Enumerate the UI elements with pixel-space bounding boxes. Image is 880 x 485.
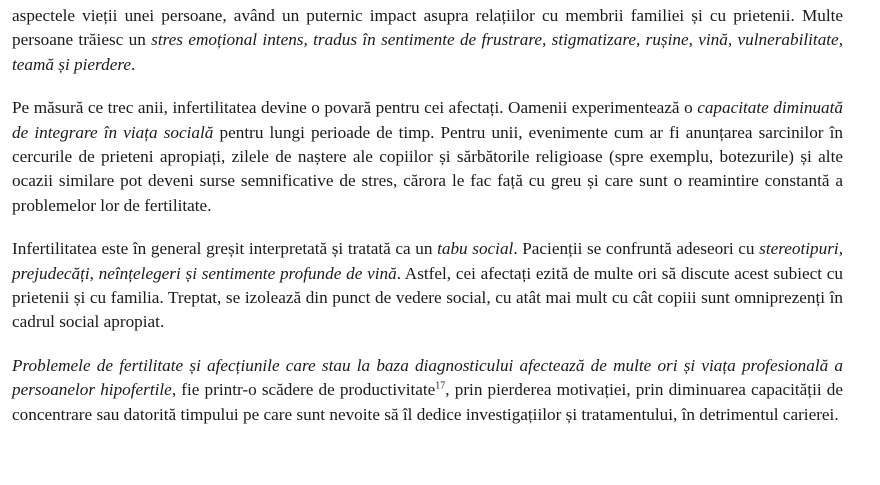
paragraph-3-italic-a: tabu social	[437, 239, 514, 259]
paragraph-2-text-b: pentru lungi perioade de timp. Pentru unii, evenimente cum ar fi anunțarea sarcinilor în cercurile de prieteni apropiați, zilele de naștere ale copiilor și sărbătorile religioase (spre exemplu, botezurile) și alte ocazii similare pot deveni surse semnificative de stres, cărora le fac față cu greu și care sunt o reamintire constantă a problemelor lor de fertilitate.	[12, 122, 844, 215]
paragraph-3	[12, 237, 843, 335]
paragraph-2	[12, 96, 843, 218]
paragraph-2-text-a: Pe măsură ce trec anii, infertilitatea devine o povară pentru cei afectați. Oamenii experimentează o	[12, 98, 698, 118]
paragraph-1-text-b: .	[131, 54, 136, 74]
paragraph-3-text-c: . Astfel, cei afectați ezită de multe ori să discute acest subiect cu prietenii și cu familia. Treptat, se izolează din punct de vedere social, cu atât mai mult cu cât copiii sunt omniprezenți în cadrul social apropiat.	[12, 263, 843, 332]
footnote-reference[interactable]: 17	[435, 380, 446, 392]
paragraph-1	[12, 4, 843, 77]
paragraph-3-text-a: Infertilitatea este în general greșit interpretată și tratată ca un	[12, 239, 438, 259]
document-page	[12, 0, 843, 446]
paragraph-1-italic: stres emoțional intens, tradus în sentimente de frustrare, stigmatizare, rușine, vină, vulnerabilitate, teamă și pierdere	[12, 30, 843, 74]
paragraph-4	[12, 354, 843, 427]
paragraph-4-italic: Problemele de fertilitate și afecțiunile care stau la baza diagnosticului afectează de multe ori și viața profesională a persoanelor hipofertile	[12, 355, 843, 400]
paragraph-4-text-a: , fie printr-o scădere de productivitate	[171, 380, 436, 400]
paragraph-3-text-b: . Pacienții se confruntă adeseori cu	[513, 239, 760, 259]
paragraph-3-italic-b: stereotipuri, prejudecăți, neînțelegeri și sentimente profunde de vină	[12, 239, 843, 283]
paragraph-1-text-a: aspectele vieții unei persoane, având un puternic impact asupra relațiilor cu membrii familiei și cu prietenii. Multe persoane trăiesc un	[12, 6, 843, 50]
paragraph-4-text-b: , prin pierderea motivației, prin diminuarea capacității de concentrare sau datorită timpului pe care sunt nevoite să îl dedice investigațiilor și tratamentului, în detrimentul carierei.	[12, 380, 843, 424]
paragraph-2-italic: capacitate diminuată de integrare în viața socială	[12, 98, 843, 142]
